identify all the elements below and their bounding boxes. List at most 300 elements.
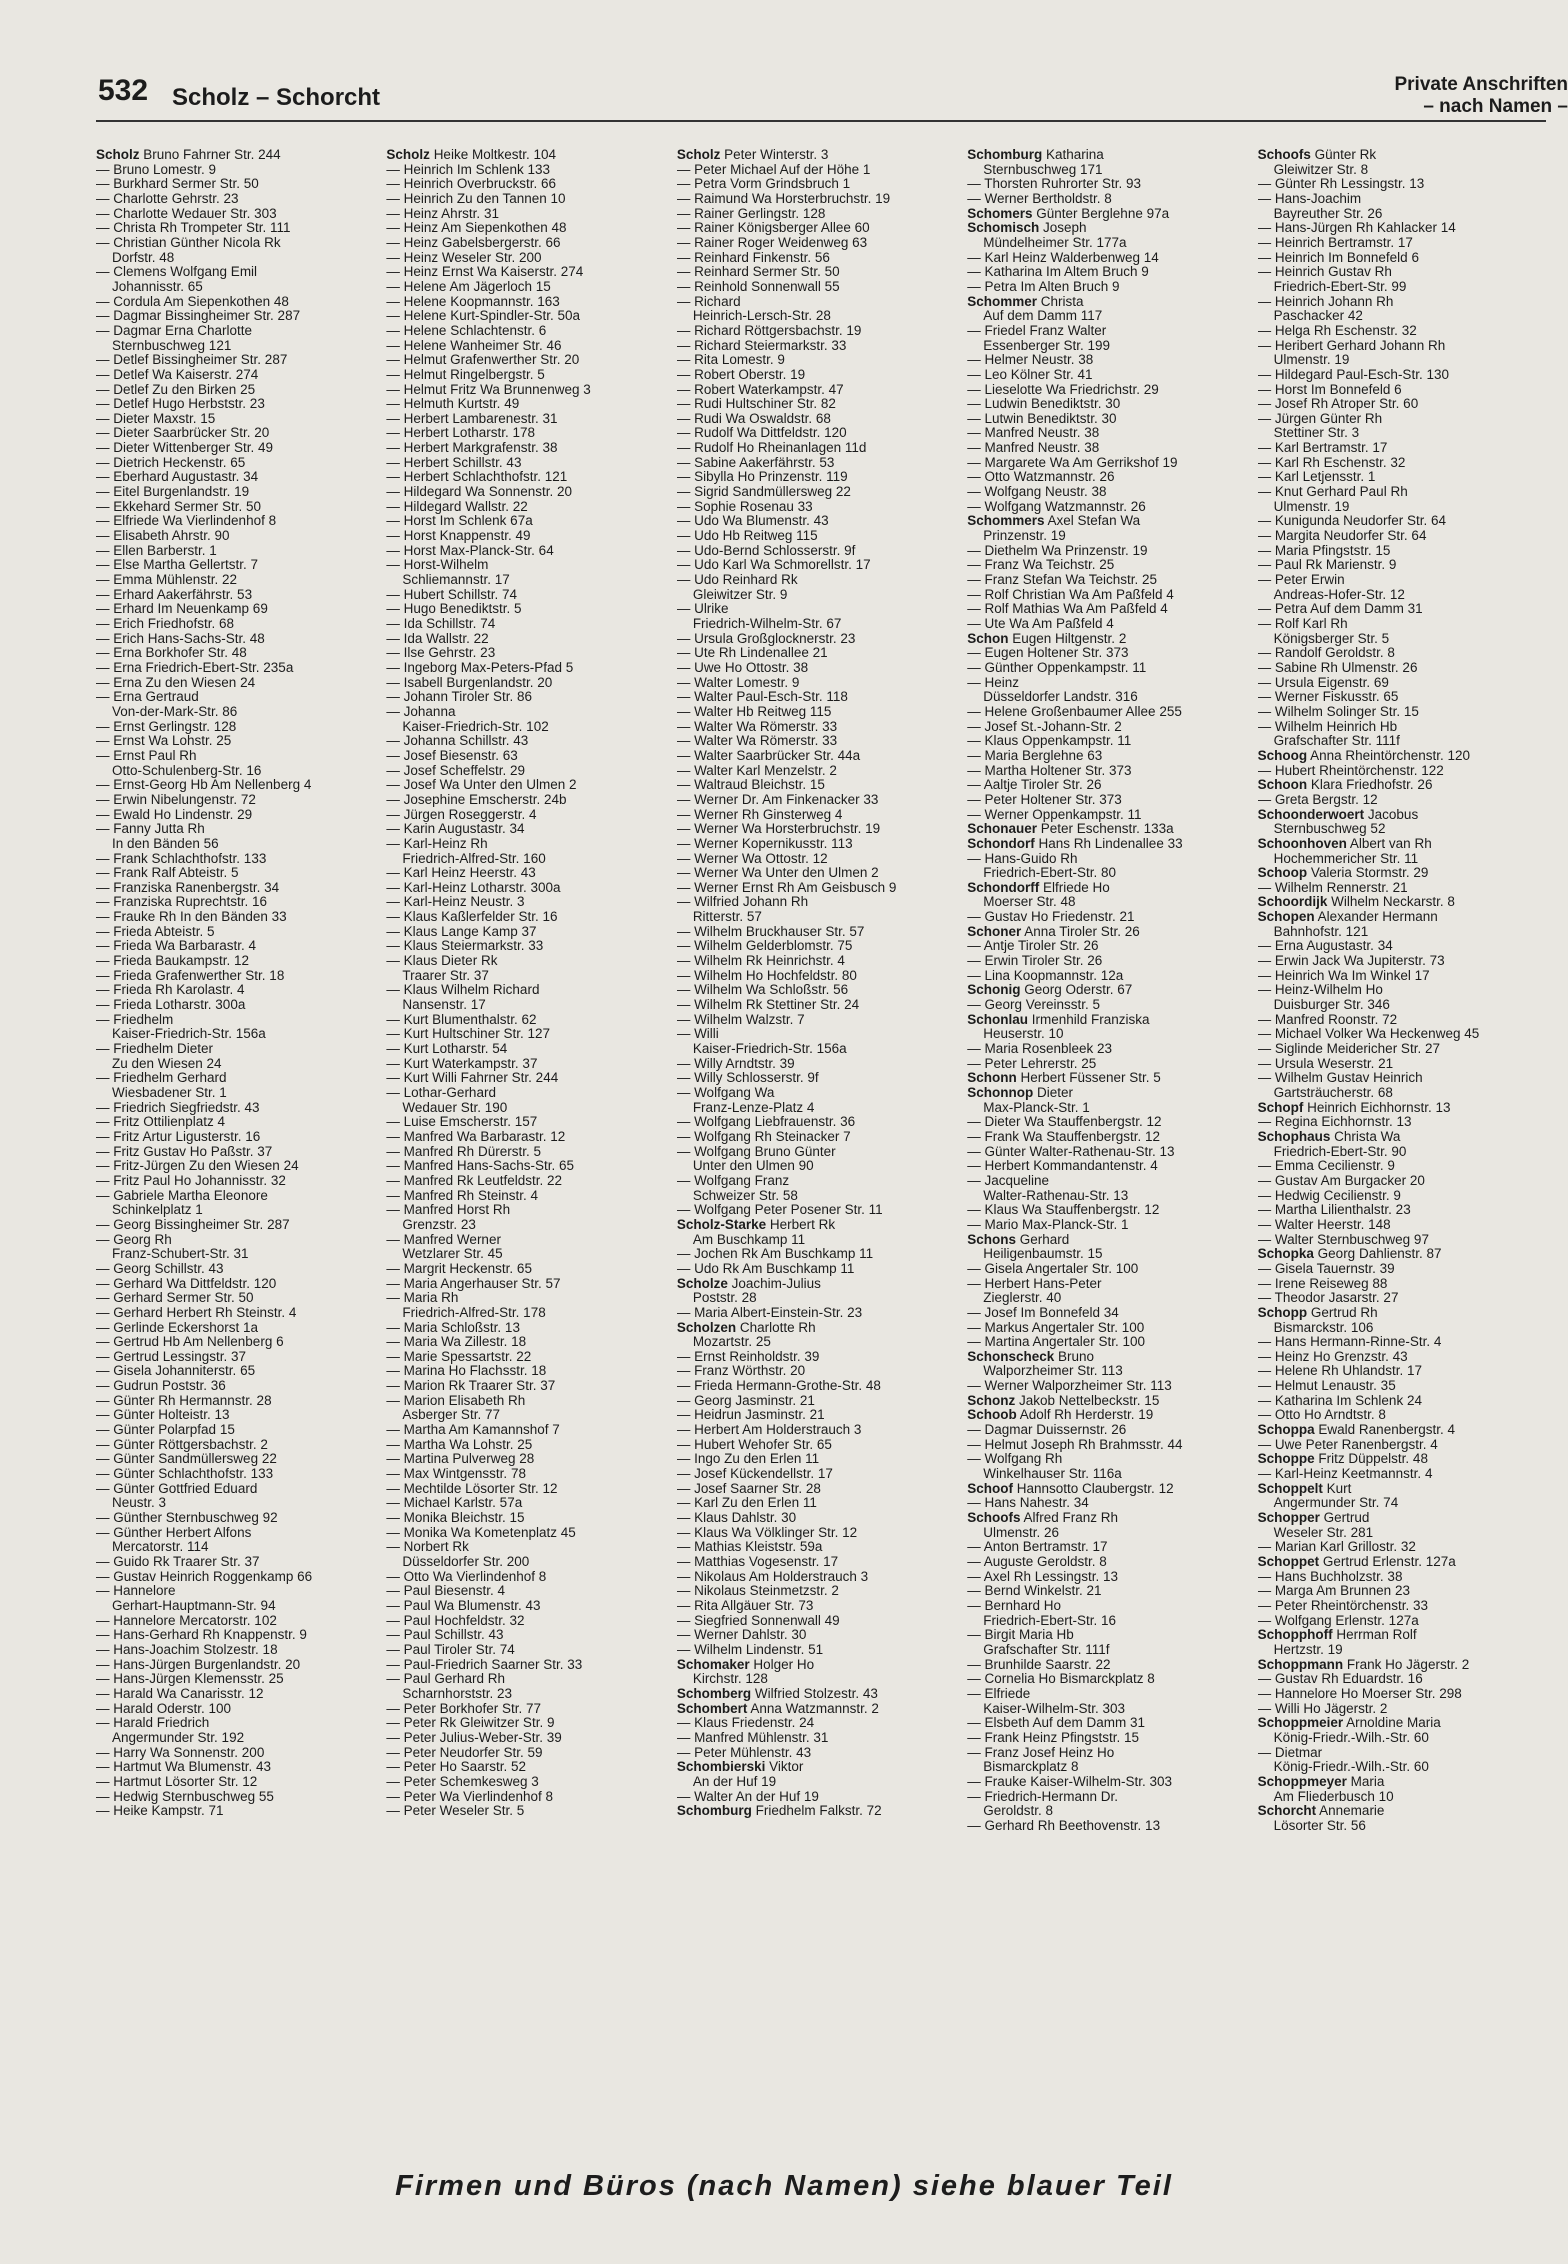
directory-entry: — Ewald Ho Lindenstr. 29 — [96, 807, 253, 822]
entry-continuation: Franz-Lenze-Platz 4 — [692, 1100, 815, 1115]
surname: Schopf — [1257, 1100, 1304, 1115]
entry-details: Axel Stefan Wa — [1047, 514, 1141, 529]
directory-entry: — Maria Pfingststr. 15 — [1257, 543, 1391, 558]
directory-entry: — Martina Pulverweg 28 — [386, 1452, 535, 1467]
surname: Schomburg — [967, 148, 1043, 162]
directory-entry: — Herbert Kommandantenstr. 4 — [967, 1159, 1158, 1174]
entry-continuation: Friedrich-Alfred-Str. 178 — [402, 1305, 546, 1320]
directory-entry: — Elfriede — [967, 1686, 1031, 1701]
surname-entry — [677, 1658, 962, 1673]
directory-entry: — Klaus Kaßlerfelder Str. 16 — [386, 910, 558, 925]
entry-continuation: Max-Planck-Str. 1 — [983, 1100, 1090, 1115]
surname-entry — [1258, 1716, 1543, 1731]
entry-details: Joachim-Julius — [731, 1276, 821, 1291]
directory-entry: — Hans-Gerhard Rh Knappenstr. 9 — [96, 1628, 307, 1643]
directory-entry: — Gustav Ho Friedenstr. 21 — [967, 910, 1135, 925]
entry-details: Albert van Rh — [1349, 836, 1432, 851]
directory-entry: — Lina Koopmannstr. 12a — [967, 968, 1124, 983]
entry-continuation: Ulmenstr. 19 — [1273, 353, 1350, 368]
surname: Schon — [967, 631, 1009, 646]
surname-entry — [1258, 910, 1543, 925]
directory-entry: — Manfred Neustr. 38 — [967, 441, 1100, 456]
page-header — [0, 0, 1568, 130]
directory-entry: — Richard Röttgersbachstr. 19 — [676, 323, 862, 338]
directory-entry: — Johanna Schillstr. 43 — [386, 734, 529, 749]
entry-continuation: Duisburger Str. 346 — [1273, 998, 1390, 1013]
directory-entry: — Rita Allgäuer Str. 73 — [676, 1598, 814, 1613]
surname: Schommer — [967, 294, 1037, 309]
directory-entry: — Hannelore Mercatorstr. 102 — [96, 1613, 277, 1628]
directory-entry: — Margrit Heckenstr. 65 — [386, 1261, 532, 1276]
directory-entry: — Fritz-Jürgen Zu den Wiesen 24 — [96, 1159, 299, 1174]
directory-entry: — Rudi Hultschiner Str. 82 — [676, 397, 836, 412]
directory-entry: — Hannelore Ho Moerser Str. 298 — [1257, 1686, 1462, 1701]
entry-continuation: Kaiser-Friedrich-Str. 156a — [112, 1027, 266, 1042]
directory-entry: — Udo Wa Blumenstr. 43 — [676, 514, 829, 529]
directory-entry: — Sibylla Ho Prinzenstr. 119 — [676, 470, 848, 485]
directory-entry: — Wolfgang Rh Steinacker 7 — [676, 1129, 851, 1144]
directory-entry: — Günther Herbert Alfons — [96, 1525, 252, 1540]
directory-entry: — Rainer Königsberger Allee 60 — [676, 221, 870, 236]
directory-entry: — Werner Wa Ottostr. 12 — [676, 851, 828, 866]
entry-details: Herrman Rolf — [1336, 1628, 1417, 1643]
directory-column-2 — [386, 148, 676, 2133]
entry-continuation: Hertzstr. 19 — [1273, 1642, 1343, 1657]
surname-entry — [677, 1687, 962, 1702]
directory-entry: — Udo Karl Wa Schmorellstr. 17 — [676, 558, 871, 573]
directory-entry: — Elsbeth Auf dem Damm 31 — [967, 1716, 1146, 1731]
entry-continuation: Zu den Wiesen 24 — [112, 1056, 222, 1071]
directory-entry: — Ingeborg Max-Peters-Pfad 5 — [386, 660, 574, 675]
entry-continuation: Wiesbadener Str. 1 — [112, 1086, 227, 1100]
directory-entry: — Frieda Baukampstr. 12 — [96, 954, 250, 969]
directory-entry: — Josef Biesenstr. 63 — [386, 748, 518, 763]
directory-entry: — Heinrich Im Bonnefeld 6 — [1257, 250, 1419, 265]
entry-continuation: Friedrich-Wilhelm-Str. 67 — [692, 617, 842, 631]
directory-entry: — Erwin Nibelungenstr. 72 — [96, 792, 256, 807]
directory-entry: — Karl-Heinz Keetmannstr. 4 — [1257, 1467, 1433, 1482]
entry-details: Katharina — [1046, 148, 1104, 162]
directory-entry: — Werner Dr. Am Finkenacker 33 — [676, 792, 879, 807]
surname: Schombierski — [676, 1760, 766, 1775]
directory-entry: — Kurt Waterkampstr. 37 — [386, 1056, 538, 1071]
directory-entry: — Randolf Geroldstr. 8 — [1257, 646, 1395, 661]
directory-entry: — Gabriele Martha Eleonore — [96, 1188, 268, 1203]
entry-continuation: Heuserstr. 10 — [983, 1027, 1064, 1042]
entry-continuation: In den Bänden 56 — [112, 836, 219, 851]
surname: Schopp — [1257, 1305, 1308, 1320]
directory-entry: — Udo Reinhard Rk — [676, 573, 798, 588]
directory-entry: — Willy Schlosserstr. 9f — [676, 1071, 819, 1086]
directory-entry: — Friedhelm Dieter — [96, 1042, 214, 1057]
surname-entry — [967, 148, 1252, 163]
entry-continuation: Wetzlarer Str. 45 — [402, 1247, 503, 1262]
entry-details: Frank Ho Jägerstr. 2 — [1346, 1657, 1470, 1672]
entry-continuation: Gartsträucherstr. 68 — [1273, 1086, 1393, 1100]
directory-entry: — Gerhard Sermer Str. 50 — [96, 1291, 254, 1306]
directory-entry: — Matthias Vogesenstr. 17 — [676, 1555, 839, 1569]
entry-details: Adolf Rh Herderstr. 19 — [1019, 1408, 1154, 1423]
directory-entry: — Erwin Jack Wa Jupiterstr. 73 — [1257, 954, 1445, 969]
directory-entry: — Marian Karl Grillostr. 32 — [1257, 1540, 1416, 1555]
directory-entry: — Bernd Winkelstr. 21 — [967, 1584, 1102, 1599]
entry-details: Anna Tiroler Str. 26 — [1024, 924, 1140, 939]
directory-entry: — Paul Schillstr. 43 — [386, 1628, 504, 1643]
surname: Schopka — [1257, 1247, 1314, 1262]
entry-continuation: Bismarckstr. 106 — [1273, 1320, 1374, 1335]
surname: Schoppelt — [1257, 1481, 1323, 1496]
entry-continuation: Mündelheimer Str. 177a — [983, 235, 1127, 250]
entry-details: Viktor — [769, 1760, 804, 1775]
directory-entry: — Maria Berglehne 63 — [967, 748, 1103, 763]
surname: Schonlau — [967, 1012, 1028, 1027]
directory-entry: — Klaus Wa Völklinger Str. 12 — [676, 1525, 858, 1540]
entry-details: Valeria Stormstr. 29 — [1310, 866, 1429, 881]
directory-entry: — Horst-Wilhelm — [386, 558, 489, 573]
directory-entry: — Wolfgang Wa — [676, 1086, 775, 1100]
directory-entry: — Rolf Christian Wa Am Paßfeld 4 — [967, 587, 1174, 602]
directory-entry: — Monika Bleichstr. 15 — [386, 1511, 525, 1526]
entry-details: Fritz Düppelstr. 48 — [1318, 1452, 1428, 1467]
directory-entry: — Georg Vereinsstr. 5 — [967, 998, 1101, 1013]
directory-entry: — Erna Augustastr. 34 — [1257, 939, 1393, 954]
directory-entry: — Wilhelm Rk Stettiner Str. 24 — [676, 998, 860, 1013]
entry-details: Bruno — [1058, 1349, 1095, 1364]
directory-entry: — Wolfgang Liebfrauenstr. 36 — [676, 1115, 856, 1130]
entry-continuation: Bismarckplatz 8 — [983, 1760, 1079, 1775]
directory-entry: — Robert Waterkampstr. 47 — [676, 382, 844, 397]
directory-entry: — Manfred Mühlenstr. 31 — [676, 1730, 829, 1745]
surname: Schons — [967, 1232, 1016, 1247]
directory-entry: — Elisabeth Ahrstr. 90 — [96, 529, 230, 544]
entry-details: Wilfried Stolzestr. 43 — [754, 1686, 878, 1701]
directory-entry: — Wilhelm Heinrich Hb — [1257, 719, 1398, 734]
directory-entry: — Günter Rh Lessingstr. 13 — [1257, 177, 1425, 192]
directory-entry: — Detlef Zu den Birken 25 — [96, 382, 256, 397]
entry-details: Georg Oderstr. 67 — [1024, 983, 1133, 998]
directory-entry: — Leo Kölner Str. 41 — [967, 367, 1093, 382]
entry-continuation: Essenberger Str. 199 — [983, 338, 1111, 353]
directory-entry: — Marina Ho Flachsstr. 18 — [386, 1364, 547, 1379]
entry-continuation: Sternbuschweg 52 — [1273, 822, 1386, 837]
directory-entry: — Harald Oderstr. 100 — [96, 1701, 232, 1716]
directory-entry: — Josef Saarner Str. 28 — [676, 1481, 821, 1496]
directory-entry: — Georg Schillstr. 43 — [96, 1261, 224, 1276]
entry-continuation: Friedrich-Ebert-Str. 99 — [1273, 279, 1407, 294]
section-label — [1394, 74, 1568, 118]
directory-entry: — Ernst Wa Lohstr. 25 — [96, 734, 232, 749]
directory-entry: — Max Wintgensstr. 78 — [386, 1467, 526, 1482]
directory-entry: — Ulrike — [676, 602, 729, 617]
directory-entry: — Kurt Hultschiner Str. 127 — [386, 1027, 550, 1042]
directory-entry: — Rainer Gerlingstr. 128 — [676, 206, 826, 221]
entry-continuation: Bahnhofstr. 121 — [1273, 924, 1369, 939]
directory-entry: — Axel Rh Lessingstr. 13 — [967, 1569, 1119, 1584]
directory-entry: — Ute Rh Lindenallee 21 — [676, 646, 828, 661]
entry-continuation: Moerser Str. 48 — [983, 895, 1076, 910]
directory-entry: — Wolfgang Rh — [967, 1452, 1063, 1467]
entry-details: Annemarie — [1319, 1804, 1385, 1819]
directory-entry: — Ilse Gehrstr. 23 — [386, 646, 496, 661]
entry-continuation: Ulmenstr. 19 — [1273, 499, 1350, 514]
directory-entry: — Fritz Artur Ligusterstr. 16 — [96, 1129, 261, 1144]
directory-entry: — Günther Sternbuschweg 92 — [96, 1511, 278, 1526]
directory-entry: — Heinrich Gustav Rh — [1257, 265, 1392, 280]
directory-entry: — Clemens Wolfgang Emil — [96, 265, 258, 280]
directory-entry: — Horst Im Bonnefeld 6 — [1257, 382, 1402, 397]
directory-entry: — Friedel Franz Walter — [967, 323, 1107, 338]
surname: Schoob — [967, 1408, 1017, 1423]
directory-entry: — Heinz Ernst Wa Kaiserstr. 274 — [386, 265, 584, 280]
directory-entry: — Hans-Jürgen Rh Kahlacker 14 — [1257, 221, 1456, 236]
directory-entry: — Walter Sternbuschweg 97 — [1257, 1232, 1429, 1247]
directory-entry: — Werner Fiskusstr. 65 — [1257, 690, 1399, 705]
directory-entry: — Wolfgang Bruno Günter — [676, 1144, 836, 1159]
surname-entry — [1258, 1482, 1543, 1497]
directory-entry: — Walter Saarbrücker Str. 44a — [676, 748, 861, 763]
surname-entry — [1258, 1452, 1543, 1467]
surname: Schoon — [1257, 778, 1308, 793]
surname-entry — [967, 925, 1252, 940]
directory-entry: — Otto Watzmannstr. 26 — [967, 470, 1115, 485]
entry-details: Bruno Fahrner Str. 244 — [143, 148, 281, 162]
surname: Schondorff — [967, 880, 1040, 895]
directory-entry: — Hans-Jürgen Burgenlandstr. 20 — [96, 1657, 301, 1672]
entry-continuation: Stettiner Str. 3 — [1273, 426, 1360, 441]
directory-entry: — Frank Ralf Abteistr. 5 — [96, 866, 239, 881]
directory-entry: — Petra Vorm Grindsbruch 1 — [676, 177, 851, 192]
surname: Schoppmeier — [1257, 1716, 1344, 1731]
directory-entry: — Gustav Rh Eduardstr. 16 — [1257, 1672, 1423, 1687]
surname-entry — [1258, 778, 1543, 793]
directory-columns — [96, 148, 1548, 2133]
entry-continuation: Am Fliederbusch 10 — [1273, 1789, 1394, 1804]
directory-entry: — Katharina Im Altem Bruch 9 — [967, 265, 1149, 280]
directory-entry: — Michael Volker Wa Heckenweg 45 — [1257, 1027, 1480, 1042]
entry-continuation: Prinzenstr. 19 — [983, 529, 1066, 544]
directory-entry: — Hans Nahestr. 34 — [967, 1496, 1089, 1511]
directory-entry: — Gustav Heinrich Roggenkamp 66 — [96, 1569, 313, 1584]
directory-entry: — Günter Polarpfad 15 — [96, 1423, 235, 1438]
directory-entry: — Wilhelm Bruckhauser Str. 57 — [676, 924, 865, 939]
directory-entry: — Frauke Rh In den Bänden 33 — [96, 910, 287, 925]
entry-continuation: König-Friedr.-Wilh.-Str. 60 — [1273, 1730, 1429, 1745]
directory-entry: — Marie Spessartstr. 22 — [386, 1349, 532, 1364]
directory-entry: — Isabell Burgenlandstr. 20 — [386, 675, 553, 690]
directory-entry: — Werner Rh Ginsterweg 4 — [676, 807, 843, 822]
directory-entry: — Ernst-Georg Hb Am Nellenberg 4 — [96, 778, 312, 793]
directory-entry: — Norbert Rk — [386, 1540, 469, 1555]
directory-entry: — Wilhelm Lindenstr. 51 — [676, 1642, 824, 1657]
directory-entry: — Katharina Im Schlenk 24 — [1257, 1393, 1422, 1408]
entry-continuation: Kaiser-Friedrich-Str. 102 — [402, 719, 549, 734]
directory-entry: — Frieda Rh Karolastr. 4 — [96, 983, 245, 998]
directory-entry: — Ursula Weserstr. 21 — [1257, 1056, 1394, 1071]
directory-entry: — Peter Schemkesweg 3 — [386, 1774, 539, 1789]
surname-entry — [967, 295, 1252, 310]
directory-entry: — Wolfgang Erlenstr. 127a — [1257, 1613, 1419, 1628]
directory-entry: — Erich Friedhofstr. 68 — [96, 617, 235, 631]
directory-entry: — Erna Gertraud — [96, 690, 199, 705]
directory-entry: — Paul Biesenstr. 4 — [386, 1584, 505, 1599]
surname-entry — [1258, 1775, 1543, 1790]
directory-entry: — Richard Steiermarkstr. 33 — [676, 338, 847, 353]
entry-continuation: Ritterstr. 57 — [692, 910, 762, 925]
entry-details: Holger Ho — [753, 1657, 815, 1672]
surname-entry — [967, 1350, 1252, 1365]
directory-entry: — Walter Karl Menzelstr. 2 — [676, 763, 837, 778]
directory-entry: — Rita Lomestr. 9 — [676, 353, 785, 368]
directory-entry: — Maria Wa Zillestr. 18 — [386, 1335, 527, 1350]
surname-entry — [967, 632, 1252, 647]
surname: Schommers — [967, 514, 1045, 529]
directory-entry: — Gisela Johanniterstr. 65 — [96, 1364, 256, 1379]
directory-entry: — Friedrich-Hermann Dr. — [967, 1789, 1118, 1804]
surname-entry — [967, 1482, 1252, 1497]
directory-entry: — Wolfgang Peter Posener Str. 11 — [676, 1203, 883, 1218]
directory-entry: — Udo Rk Am Buschkamp 11 — [676, 1261, 855, 1276]
directory-column-1 — [96, 148, 386, 2133]
directory-entry: — Helmut Grafenwerther Str. 20 — [386, 353, 580, 368]
entry-continuation: Friedrich-Ebert-Str. 80 — [983, 866, 1117, 881]
directory-entry: — Manfred Rh Dürerstr. 5 — [386, 1144, 541, 1159]
directory-entry: — Hans Hermann-Rinne-Str. 4 — [1257, 1335, 1442, 1350]
entry-continuation: Sternbuschweg 171 — [983, 162, 1103, 177]
directory-entry: — Manfred Roonstr. 72 — [1257, 1012, 1398, 1027]
directory-entry: — Dagmar Bissingheimer Str. 287 — [96, 309, 301, 324]
directory-entry: — Frieda Wa Barbarastr. 4 — [96, 939, 257, 954]
surname-entry — [677, 1760, 962, 1775]
directory-entry: — Christa Rh Trompeter Str. 111 — [96, 221, 291, 236]
directory-entry: — Helene Großenbaumer Allee 255 — [967, 704, 1182, 719]
entry-details: Irmenhild Franziska — [1031, 1012, 1150, 1027]
directory-entry: — Herbert Lotharstr. 178 — [386, 426, 535, 441]
entry-continuation: Nansenstr. 17 — [402, 998, 486, 1013]
directory-entry: — Reinhard Sermer Str. 50 — [676, 265, 840, 280]
entry-details: Herbert Füssener Str. 5 — [1020, 1071, 1161, 1086]
directory-entry: — Erna Borkhofer Str. 48 — [96, 646, 247, 661]
surname: Schomburg — [676, 1804, 752, 1819]
directory-entry: — Jürgen Roseggerstr. 4 — [386, 807, 537, 822]
directory-entry: — Günter Rh Hermannstr. 28 — [96, 1393, 272, 1408]
directory-entry: — Elfriede Wa Vierlindenhof 8 — [96, 514, 277, 529]
directory-entry: — Helga Rh Eschenstr. 32 — [1257, 323, 1417, 338]
directory-entry: — Josef Kückendellstr. 17 — [676, 1467, 833, 1482]
directory-entry: — Ekkehard Sermer Str. 50 — [96, 499, 262, 514]
directory-entry: — Nikolaus Steinmetzstr. 2 — [676, 1584, 839, 1599]
surname-entry — [967, 1071, 1252, 1086]
surname-entry — [677, 1804, 962, 1819]
entry-details: Arnoldine Maria — [1346, 1716, 1441, 1731]
surname: Schoppmann — [1257, 1657, 1344, 1672]
directory-entry: — Heinz Gabelsbergerstr. 66 — [386, 235, 561, 250]
directory-entry: — Georg Rh — [96, 1232, 172, 1247]
directory-entry: — Werner Wa Unter den Ulmen 2 — [676, 866, 879, 881]
entry-continuation: Angermunder Str. 192 — [112, 1730, 245, 1745]
entry-details: Alexander Hermann — [1317, 910, 1438, 925]
directory-entry: — Karl Letjensstr. 1 — [1257, 470, 1376, 485]
surname-entry — [967, 1013, 1252, 1028]
surname-entry — [967, 983, 1252, 998]
directory-entry: — Helene Rh Uhlandstr. 17 — [1257, 1364, 1422, 1379]
directory-entry: — Heinrich Im Schlenk 133 — [386, 162, 550, 177]
directory-entry: — Uwe Peter Ranenbergstr. 4 — [1257, 1437, 1438, 1452]
directory-entry: — Rudi Wa Oswaldstr. 68 — [676, 411, 831, 426]
directory-entry: — Wilhelm Gelderblomstr. 75 — [676, 939, 853, 954]
directory-entry: — Nikolaus Am Holderstrauch 3 — [676, 1569, 869, 1584]
entry-continuation: Weseler Str. 281 — [1273, 1525, 1374, 1540]
directory-entry: — Gerlinde Eckershorst 1a — [96, 1320, 259, 1335]
directory-entry: — Emma Mühlenstr. 22 — [96, 573, 238, 588]
surname-entry — [967, 881, 1252, 896]
directory-entry: — Franz Wörthstr. 20 — [676, 1364, 806, 1379]
directory-entry: — Paul-Friedrich Saarner Str. 33 — [386, 1657, 583, 1672]
entry-details: Charlotte Rh — [739, 1320, 816, 1335]
surname: Scholze — [676, 1276, 728, 1291]
surname-entry — [1258, 1306, 1543, 1321]
directory-entry: — Herbert Markgrafenstr. 38 — [386, 441, 558, 456]
entry-details: Anna Rheintörchenstr. 120 — [1310, 748, 1470, 763]
entry-continuation: Kaiser-Wilhelm-Str. 303 — [983, 1701, 1126, 1716]
directory-entry: — Karl-Heinz Rh — [386, 836, 488, 851]
directory-entry: — Antje Tiroler Str. 26 — [967, 939, 1099, 954]
surname-entry — [1258, 1658, 1543, 1673]
directory-entry: — Erwin Tiroler Str. 26 — [967, 954, 1103, 969]
directory-entry: — Werner Kopernikusstr. 113 — [676, 836, 853, 851]
directory-entry: — Theodor Jasarstr. 27 — [1257, 1291, 1399, 1306]
directory-entry: — Walter Heerstr. 148 — [1257, 1217, 1391, 1232]
entry-continuation: Friedrich-Ebert-Str. 16 — [983, 1613, 1117, 1628]
entry-continuation: Kaiser-Friedrich-Str. 156a — [692, 1042, 847, 1057]
directory-entry: — Lieselotte Wa Friedrichstr. 29 — [967, 382, 1159, 397]
directory-entry: — Kunigunda Neudorfer Str. 64 — [1257, 514, 1446, 529]
directory-entry: — Diethelm Wa Prinzenstr. 19 — [967, 543, 1148, 558]
directory-entry: — Manfred Rh Steinstr. 4 — [386, 1188, 538, 1203]
surname-entry — [1258, 1511, 1543, 1526]
page-number: 532 — [98, 74, 149, 107]
directory-entry: — Gisela Tauernstr. 39 — [1257, 1261, 1395, 1276]
header-divider — [96, 120, 1546, 122]
directory-entry: — Cordula Am Siepenkothen 48 — [96, 294, 289, 309]
entry-continuation: Dorfstr. 48 — [112, 250, 175, 265]
directory-entry: — Karl-Heinz Neustr. 3 — [386, 895, 525, 910]
directory-entry: — Hartmut Wa Blumenstr. 43 — [96, 1760, 272, 1775]
directory-entry: — Paul Gerhard Rh — [386, 1672, 505, 1687]
directory-entry: — Josef Wa Unter den Ulmen 2 — [386, 778, 577, 793]
entry-continuation: Heiligenbaumstr. 15 — [983, 1247, 1103, 1262]
surname: Schondorf — [967, 836, 1035, 851]
surname-entry — [1258, 749, 1543, 764]
directory-entry: — Maria Rosenbleek 23 — [967, 1042, 1113, 1057]
directory-entry: — Paul Wa Blumenstr. 43 — [386, 1598, 541, 1613]
directory-entry: — Helmut Lenaustr. 35 — [1257, 1379, 1396, 1394]
directory-entry: — Klaus Wilhelm Richard — [386, 983, 540, 998]
entry-details: Gertrud Erlenstr. 127a — [1322, 1555, 1456, 1569]
entry-continuation: Schweizer Str. 58 — [692, 1188, 798, 1203]
directory-entry: — Hubert Wehofer Str. 65 — [676, 1437, 832, 1452]
directory-entry: — Aaltje Tiroler Str. 26 — [967, 778, 1102, 793]
directory-entry: — Marion Elisabeth Rh — [386, 1393, 526, 1408]
entry-details: Kurt — [1326, 1481, 1352, 1496]
directory-entry: — Klaus Friedenstr. 24 — [676, 1716, 815, 1731]
directory-entry: — Hugo Benediktstr. 5 — [386, 602, 522, 617]
directory-entry: — Klaus Steiermarkstr. 33 — [386, 939, 544, 954]
entry-continuation: Otto-Schulenberg-Str. 16 — [112, 763, 262, 778]
directory-entry: — Walter Wa Römerstr. 33 — [676, 734, 838, 749]
section-label-line1: Private Anschriften — [1394, 74, 1568, 95]
directory-entry: — Werner Ernst Rh Am Geisbusch 9 — [676, 880, 897, 895]
directory-entry: — Helene Wanheimer Str. 46 — [386, 338, 562, 353]
